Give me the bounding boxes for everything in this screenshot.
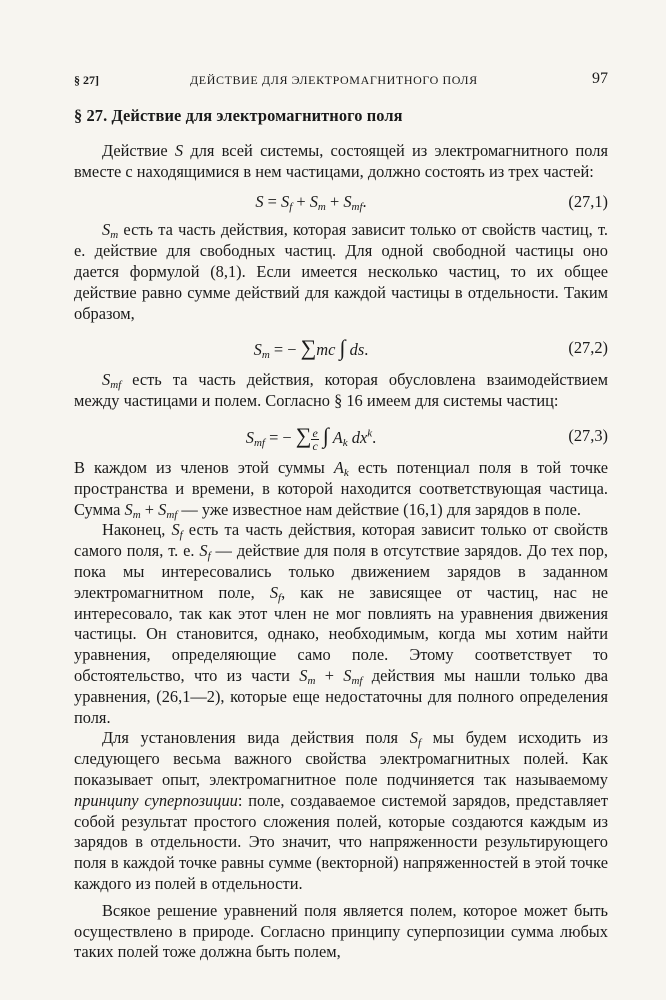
p5-text-a: Наконец, (102, 520, 172, 540)
paragraph-5: Наконец, $S_f$ есть та часть действия, которая зависит только от свойств самого поля, т. е. $S_f$ — действие для поля в отсутствие зарядов. До тех пор, пока мы интересовались только движением зарядов в заданном электромагнитном поле, $S_f$, как не зависящее от частиц, нас не интересовало, так как этот член не мог повлиять на уравнения движения частицы. Он становится, однако, необходимым, когда мы хотим найти уравнения, определяющие само поле. Этому соответствует то обстоятельство, что из части $S_m + S_{mf}$ действия мы нашли только два уравнения, (26,1—2), которые еще недостаточны для полного определения поля. (74, 520, 609, 727)
p5-text-b: есть та часть действия, которая зависит только от свойств самого поля, т. е. (74, 520, 609, 561)
p5-text-e: действия мы нашли только два уравнения, (26,1—2), которые еще недостаточны для полного определения поля. (74, 665, 608, 727)
paragraph-3: $S_{mf}$ есть та часть действия, которая обусловлена взаимодействием между частицами и полем. Согласно § 16 имеем для системы частиц: (74, 370, 608, 411)
paragraph-6: Для установления вида действия поля $S_f$ мы будем исходить из следующего весьма важного свойства электромагнитных полей. Как показывает опыт, электромагнитное поле подчиняется так называемому принципу суперпозиции: поле, создаваемое системой зарядов, представляет собой результат простого сложения полей, которые создаются каждым из зарядов в отдельности. Это значит, что напряженности результирующего поля в каждой точке равны сумме (векторной) напряженностей в этой точке каждого из полей в отдельности. (74, 728, 608, 893)
equation-27-1-formula: $S = S_f + S_m + S_{mf}$. (255, 192, 367, 214)
p2-text-a: есть та часть действия, которая зависит только от свойств частиц, т. е. действие для свободных частиц. Для одной свободной частицы оно дается формулой (8,1). Если имеется несколько частиц, то их общее действие равно сумме действий для каждой частицы в отдельности. Таким образом, (74, 220, 608, 323)
p4-text-b: есть потенциал поля в той точке пространства и времени, в которой находится соответствующая частица. Сумма (74, 457, 608, 519)
header-section-ref: § 27] (74, 73, 99, 87)
equation-27-2 (74, 324, 608, 370)
equation-27-3-number: (27,3) (568, 425, 608, 445)
p5-text-d: , как не зависящее от частиц, нас не интересовало, так как этот член не мог повлиять на уравнения движения частицы. Он становится, однако, необходимым, когда мы хотим найти уравнения, определяющие само поле. Этому соответствует то обстоятельство, что из части (74, 582, 608, 685)
p6-text-c: : поле, создаваемое системой зарядов, представляет собой результат простого сложения полей, которые создаются каждым из зарядов в отдельности. Это значит, что напряженности результирующего поля в каждой точке равны сумме (векторной) напряженностей в этой точке каждого из полей в отдельности. (74, 790, 608, 893)
p4-text-c: — уже известное нам действие (16,1) для зарядов в поле. (177, 499, 581, 519)
section-heading (74, 106, 608, 127)
paragraph-4: В каждом из членов этой суммы $A_k$ есть потенциал поля в той точке пространства и времени, в которой находится соответствующая частица. Сумма $S_m + S_{mf}$ — уже известное нам действие (16,1) для зарядов в поле. (74, 457, 608, 521)
header-running-title: ДЕЙСТВИЕ ДЛЯ ЭЛЕКТРОМАГНИТНОГО ПОЛЯ (190, 73, 478, 87)
p5-text-c: — действие для поля в отсутствие зарядов. До тех пор, пока мы интересовались только движением зарядов в заданном электромагнитном поле, (74, 541, 608, 602)
p6-text-a: Для установления вида действия поля (102, 728, 410, 748)
equation-27-2-number: (27,2) (568, 338, 608, 358)
p4-text-a: В каждом из членов этой суммы (74, 457, 334, 477)
equation-27-1 (74, 182, 608, 220)
equation-27-2-formula: $S_m$ = − ∑mc ∫ ds. (253, 335, 369, 362)
p6-text-b: мы будем исходить из следующего весьма важного свойства электромагнитных полей. Как показывает опыт, электромагнитное поле подчиняется так называемому (74, 728, 608, 789)
paragraph-7 (74, 901, 608, 963)
p7-text-a: Всякое решение уравнений поля является полем, которое может быть осуществлено в природе. Согласно принципу суперпозиции сумма любых таких полей тоже должна быть полем, (74, 900, 608, 962)
page-number: 97 (592, 70, 608, 87)
equation-27-3 (74, 412, 608, 458)
running-header (74, 70, 608, 90)
section-heading-text: § 27. Действие для электромагнитного поля (74, 106, 403, 125)
p1-text-a: Действие (102, 140, 175, 160)
p1-text-b: для всей системы, состоящей из электромагнитного поля вместе с находящимися в нем частицами, должно состоять из трех частей: (74, 140, 609, 181)
p6-emphasis: принципу суперпозиции (74, 790, 238, 810)
paragraph-2: $S_m$ есть та часть действия, которая зависит только от свойств частиц, т. е. действие для свободных частиц. Для одной свободной частицы оно дается формулой (8,1). Если имеется несколько частиц, то их общее действие равно сумме действий для каждой частицы в отдельности. Таким образом, (74, 220, 608, 323)
page-body (74, 106, 608, 963)
equation-27-3-formula: $S_{mf}$ = − ∑ $\frac{e}{c}$ ∫ $A_k$ $dx^k$. (245, 422, 377, 453)
equation-27-1-number: (27,1) (568, 192, 608, 212)
paragraph-1: Действие S для всей системы, состоящей из электромагнитного поля вместе с находящимися в нем частицами, должно состоять из трех частей: (74, 140, 609, 181)
p3-text-a: есть та часть действия, которая обусловлена взаимодействием между частицами и полем. Согласно § 16 имеем для системы частиц: (74, 370, 608, 411)
